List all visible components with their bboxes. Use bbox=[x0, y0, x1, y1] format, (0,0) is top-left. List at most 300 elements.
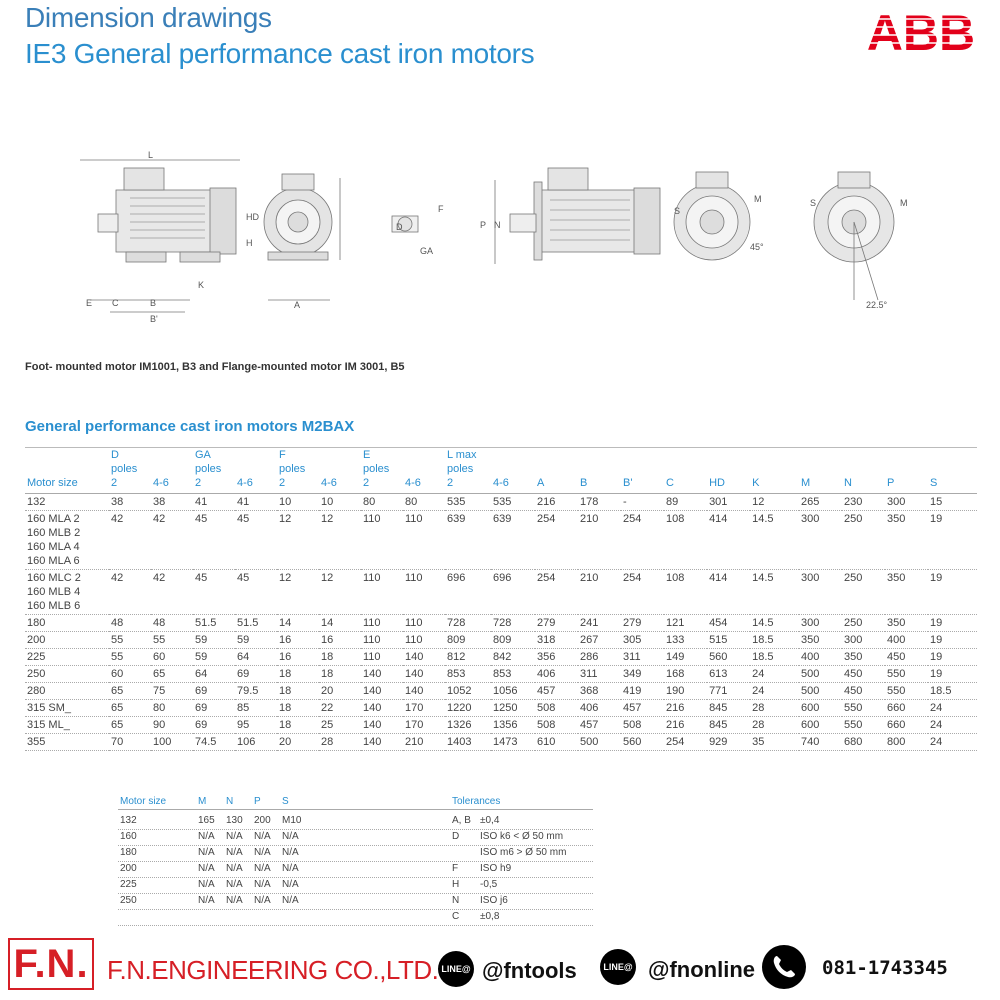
col-F-2: F poles 2 bbox=[277, 448, 319, 494]
table-cell: 696 bbox=[491, 570, 535, 615]
table-cell: 929 bbox=[707, 734, 750, 751]
table-cell: 59 bbox=[235, 632, 277, 649]
label-M1: M bbox=[754, 194, 762, 204]
table-cell: 250 bbox=[842, 511, 885, 570]
col-S: S bbox=[928, 448, 977, 494]
table-cell: 80 bbox=[151, 700, 193, 717]
col-L-4-6: 4-6 bbox=[491, 448, 535, 494]
table-cell: 19 bbox=[928, 615, 977, 632]
sub-table-row bbox=[118, 813, 593, 830]
sub-col-N: N bbox=[226, 796, 234, 807]
table-cell: 140 bbox=[403, 683, 445, 700]
label-B: B bbox=[150, 298, 157, 308]
section-title: General performance cast iron motors M2BAX bbox=[25, 418, 355, 435]
sub-cell-tv: ISO h9 bbox=[480, 863, 512, 874]
label-F: F bbox=[438, 204, 444, 214]
col-B-prime: B' bbox=[621, 448, 664, 494]
table-cell: 51.5 bbox=[235, 615, 277, 632]
sub-cell-n: N/A bbox=[226, 863, 243, 874]
table-cell: 406 bbox=[535, 666, 578, 683]
table-cell: 18 bbox=[277, 700, 319, 717]
table-cell: 69 bbox=[193, 717, 235, 734]
label-S2: S bbox=[810, 198, 817, 208]
table-row bbox=[25, 570, 977, 615]
sub-col-S: S bbox=[282, 796, 289, 807]
table-cell: 133 bbox=[664, 632, 707, 649]
table-cell: 12 bbox=[319, 570, 361, 615]
sub-cell-tk: N bbox=[452, 895, 460, 906]
page-subtitle: IE3 General performance cast iron motors bbox=[25, 38, 535, 69]
sub-cell-tv: ISO m6 > Ø 50 mm bbox=[480, 847, 567, 858]
label-L: L bbox=[148, 150, 154, 160]
label-angle-22-5: 22.5° bbox=[866, 300, 888, 310]
table-cell: 69 bbox=[193, 683, 235, 700]
table-cell: 286 bbox=[578, 649, 621, 666]
sub-cell-s: N/A bbox=[282, 831, 299, 842]
table-cell: 600 bbox=[799, 717, 842, 734]
table-cell: 454 bbox=[707, 615, 750, 632]
table-cell: 19 bbox=[928, 632, 977, 649]
table-cell: 59 bbox=[193, 632, 235, 649]
table-cell: 279 bbox=[621, 615, 664, 632]
table-cell: 1473 bbox=[491, 734, 535, 751]
sub-cell-m: N/A bbox=[198, 863, 215, 874]
table-cell: 696 bbox=[445, 570, 491, 615]
footer bbox=[0, 930, 1000, 1000]
table-cell: 300 bbox=[799, 570, 842, 615]
table-cell: 300 bbox=[799, 615, 842, 632]
table-cell: 210 bbox=[578, 511, 621, 570]
company-name: F.N.ENGINEERING CO.,LTD. bbox=[107, 955, 439, 985]
sub-cell-p: N/A bbox=[254, 895, 271, 906]
table-cell: 110 bbox=[403, 511, 445, 570]
table-cell: 16 bbox=[319, 632, 361, 649]
sub-col-M: M bbox=[198, 796, 207, 807]
table-cell: 1056 bbox=[491, 683, 535, 700]
table-cell: 210 bbox=[403, 734, 445, 751]
label-GA: GA bbox=[420, 246, 434, 256]
table-cell: 24 bbox=[928, 700, 977, 717]
sub-cell-size: 225 bbox=[120, 879, 137, 890]
table-cell: 149 bbox=[664, 649, 707, 666]
table-cell: 660 bbox=[885, 700, 928, 717]
table-cell: 42 bbox=[151, 570, 193, 615]
table-cell: 216 bbox=[664, 717, 707, 734]
table-cell: 1326 bbox=[445, 717, 491, 734]
table-cell: 12 bbox=[277, 511, 319, 570]
table-cell: 300 bbox=[885, 494, 928, 511]
sub-cell-size: 180 bbox=[120, 847, 137, 858]
sub-cell-n: 130 bbox=[226, 815, 243, 826]
motor-size-cell: 200 bbox=[25, 632, 109, 649]
table-cell: 14 bbox=[277, 615, 319, 632]
label-angle-45: 45° bbox=[750, 242, 764, 252]
col-D-4-6: 4-6 bbox=[151, 448, 193, 494]
table-cell: 350 bbox=[885, 615, 928, 632]
label-M2: M bbox=[900, 198, 908, 208]
table-cell: 728 bbox=[445, 615, 491, 632]
table-cell: 457 bbox=[578, 717, 621, 734]
table-cell: 24 bbox=[750, 683, 799, 700]
table-cell: 38 bbox=[109, 494, 151, 511]
table-cell: 845 bbox=[707, 717, 750, 734]
table-cell: 28 bbox=[750, 700, 799, 717]
table-cell: 406 bbox=[578, 700, 621, 717]
table-cell: 254 bbox=[621, 511, 664, 570]
table-cell: 106 bbox=[235, 734, 277, 751]
table-cell: 450 bbox=[842, 683, 885, 700]
table-cell: 450 bbox=[842, 666, 885, 683]
table-cell: 301 bbox=[707, 494, 750, 511]
table-cell: 69 bbox=[235, 666, 277, 683]
table-cell: 254 bbox=[535, 570, 578, 615]
table-cell: 20 bbox=[277, 734, 319, 751]
col-D-2: D poles 2 bbox=[109, 448, 151, 494]
table-cell: 254 bbox=[621, 570, 664, 615]
label-P: P bbox=[480, 220, 487, 230]
motor-size-cell: 280 bbox=[25, 683, 109, 700]
col-N: N bbox=[842, 448, 885, 494]
table-cell: 550 bbox=[885, 683, 928, 700]
table-cell: 18.5 bbox=[750, 632, 799, 649]
sub-cell-s: N/A bbox=[282, 879, 299, 890]
table-cell: 38 bbox=[151, 494, 193, 511]
table-cell: 350 bbox=[885, 511, 928, 570]
table-cell: 300 bbox=[842, 632, 885, 649]
line-icon: LINE@ bbox=[600, 949, 636, 985]
sub-cell-size: 200 bbox=[120, 863, 137, 874]
table-cell: 508 bbox=[535, 717, 578, 734]
table-cell: 64 bbox=[193, 666, 235, 683]
sub-cell-s: M10 bbox=[282, 815, 302, 826]
table-cell: 500 bbox=[799, 683, 842, 700]
table-cell: 845 bbox=[707, 700, 750, 717]
table-cell: 368 bbox=[578, 683, 621, 700]
sub-cell-n: N/A bbox=[226, 895, 243, 906]
figure-caption: Foot- mounted motor IM1001, B3 and Flange-mounted motor IM 3001, B5 bbox=[25, 361, 405, 373]
table-cell: 95 bbox=[235, 717, 277, 734]
sub-cell-tv: ISO j6 bbox=[480, 895, 508, 906]
table-cell: 18 bbox=[277, 666, 319, 683]
table-cell: 65 bbox=[151, 666, 193, 683]
table-cell: 19 bbox=[928, 570, 977, 615]
table-cell: 24 bbox=[928, 717, 977, 734]
sub-cell-n: N/A bbox=[226, 879, 243, 890]
label-HD: HD bbox=[246, 212, 259, 222]
table-cell: 16 bbox=[277, 632, 319, 649]
table-cell: 18 bbox=[319, 649, 361, 666]
table-cell: 110 bbox=[403, 570, 445, 615]
col-GA-2: GA poles 2 bbox=[193, 448, 235, 494]
table-cell: 108 bbox=[664, 570, 707, 615]
table-cell: 14.5 bbox=[750, 570, 799, 615]
table-cell: 80 bbox=[403, 494, 445, 511]
table-cell: 14.5 bbox=[750, 615, 799, 632]
table-cell: 800 bbox=[885, 734, 928, 751]
sub-cell-m: N/A bbox=[198, 879, 215, 890]
col-motor-size: Motor size bbox=[25, 448, 109, 494]
table-row bbox=[25, 632, 977, 649]
table-cell: 1356 bbox=[491, 717, 535, 734]
label-H: H bbox=[246, 238, 253, 248]
table-cell: 318 bbox=[535, 632, 578, 649]
table-cell: 311 bbox=[621, 649, 664, 666]
table-cell: 853 bbox=[445, 666, 491, 683]
table-cell: 110 bbox=[361, 615, 403, 632]
table-cell: 600 bbox=[799, 700, 842, 717]
table-cell: 74.5 bbox=[193, 734, 235, 751]
sub-cell-size: 250 bbox=[120, 895, 137, 906]
table-cell: 350 bbox=[799, 632, 842, 649]
table-cell: 254 bbox=[535, 511, 578, 570]
table-cell: 28 bbox=[319, 734, 361, 751]
table-cell: 45 bbox=[193, 511, 235, 570]
col-C: C bbox=[664, 448, 707, 494]
sub-cell-p: N/A bbox=[254, 847, 271, 858]
label-C: C bbox=[112, 298, 119, 308]
table-cell: 560 bbox=[621, 734, 664, 751]
page-title: Dimension drawings bbox=[25, 2, 272, 33]
table-cell: 400 bbox=[799, 649, 842, 666]
col-A: A bbox=[535, 448, 578, 494]
sub-table-row bbox=[118, 829, 593, 846]
table-row bbox=[25, 666, 977, 683]
table-cell: 18 bbox=[319, 666, 361, 683]
table-cell: 75 bbox=[151, 683, 193, 700]
table-cell: 18.5 bbox=[750, 649, 799, 666]
table-cell: 457 bbox=[535, 683, 578, 700]
table-row bbox=[25, 700, 977, 717]
col-HD: HD bbox=[707, 448, 750, 494]
table-cell: 414 bbox=[707, 511, 750, 570]
label-K: K bbox=[198, 280, 205, 290]
sub-cell-tk: H bbox=[452, 879, 460, 890]
motor-size-cell: 315 ML_ bbox=[25, 717, 109, 734]
table-cell: 16 bbox=[277, 649, 319, 666]
line-handle-fntools[interactable]: @fntools bbox=[482, 958, 577, 983]
table-cell: 19 bbox=[928, 666, 977, 683]
table-cell: 18.5 bbox=[928, 683, 977, 700]
motor-size-cell: 225 bbox=[25, 649, 109, 666]
label-E: E bbox=[86, 298, 93, 308]
table-cell: 178 bbox=[578, 494, 621, 511]
sub-cell-tv: ISO k6 < Ø 50 mm bbox=[480, 831, 564, 842]
table-cell: 14.5 bbox=[750, 511, 799, 570]
label-B-prime: B' bbox=[150, 314, 158, 324]
sub-col-P: P bbox=[254, 796, 261, 807]
sub-cell-tk: F bbox=[452, 863, 459, 874]
sub-cell-s: N/A bbox=[282, 847, 299, 858]
sub-cell-p: N/A bbox=[254, 879, 271, 890]
motor-size-cell: 160 MLC 2 160 MLB 4 160 MLB 6 bbox=[25, 570, 109, 615]
col-P: P bbox=[885, 448, 928, 494]
table-cell: 45 bbox=[193, 570, 235, 615]
table-cell: 450 bbox=[885, 649, 928, 666]
table-cell: 740 bbox=[799, 734, 842, 751]
table-cell: 110 bbox=[361, 570, 403, 615]
table-row bbox=[25, 494, 977, 511]
table-cell: 18 bbox=[277, 717, 319, 734]
label-S1: S bbox=[674, 206, 681, 216]
motor-size-cell: 160 MLA 2 160 MLB 2 160 MLA 4 160 MLA 6 bbox=[25, 511, 109, 570]
table-cell: 25 bbox=[319, 717, 361, 734]
table-cell: 356 bbox=[535, 649, 578, 666]
table-cell: 42 bbox=[109, 511, 151, 570]
table-cell: 18 bbox=[277, 683, 319, 700]
table-cell: 550 bbox=[885, 666, 928, 683]
table-cell: 610 bbox=[535, 734, 578, 751]
table-cell: 250 bbox=[842, 615, 885, 632]
table-cell: 110 bbox=[361, 649, 403, 666]
col-F-4-6: 4-6 bbox=[319, 448, 361, 494]
table-cell: 210 bbox=[578, 570, 621, 615]
table-cell: 89 bbox=[664, 494, 707, 511]
label-D: D bbox=[396, 222, 403, 232]
line-handle-fnonline[interactable]: @fnonline bbox=[648, 957, 755, 982]
sub-cell-p: N/A bbox=[254, 863, 271, 874]
label-A: A bbox=[294, 300, 301, 310]
table-cell: 241 bbox=[578, 615, 621, 632]
table-cell: 660 bbox=[885, 717, 928, 734]
table-cell: 19 bbox=[928, 649, 977, 666]
table-cell: 65 bbox=[109, 683, 151, 700]
table-cell: 1220 bbox=[445, 700, 491, 717]
table-cell: 12 bbox=[277, 570, 319, 615]
table-cell: 110 bbox=[361, 632, 403, 649]
table-cell: 771 bbox=[707, 683, 750, 700]
sub-cell-p: N/A bbox=[254, 831, 271, 842]
table-cell: 515 bbox=[707, 632, 750, 649]
table-cell: 140 bbox=[361, 717, 403, 734]
table-cell: 350 bbox=[885, 570, 928, 615]
table-cell: 419 bbox=[621, 683, 664, 700]
sub-col-tolerances: Tolerances bbox=[452, 796, 501, 807]
table-cell: 550 bbox=[842, 717, 885, 734]
table-cell: 110 bbox=[403, 632, 445, 649]
sub-col-motor-size: Motor size bbox=[120, 796, 167, 807]
table-cell: 170 bbox=[403, 700, 445, 717]
table-cell: 45 bbox=[235, 570, 277, 615]
table-cell: 508 bbox=[621, 717, 664, 734]
dimension-drawings bbox=[70, 140, 950, 330]
sub-cell-n: N/A bbox=[226, 847, 243, 858]
table-header-row bbox=[25, 448, 977, 494]
table-cell: 24 bbox=[750, 666, 799, 683]
table-cell: 639 bbox=[445, 511, 491, 570]
label-N: N bbox=[494, 220, 501, 230]
table-cell: 65 bbox=[109, 717, 151, 734]
motor-size-cell: 315 SM_ bbox=[25, 700, 109, 717]
table-row bbox=[25, 649, 977, 666]
table-cell: 22 bbox=[319, 700, 361, 717]
sub-cell-tk: A, B bbox=[452, 815, 471, 826]
sub-cell-size: 160 bbox=[120, 831, 137, 842]
motor-size-cell: 355 bbox=[25, 734, 109, 751]
table-cell: 42 bbox=[151, 511, 193, 570]
table-cell: 110 bbox=[403, 615, 445, 632]
table-cell: 216 bbox=[664, 700, 707, 717]
table-cell: 60 bbox=[109, 666, 151, 683]
table-row bbox=[25, 683, 977, 700]
table-cell: 535 bbox=[445, 494, 491, 511]
table-cell: 70 bbox=[109, 734, 151, 751]
table-cell: 12 bbox=[319, 511, 361, 570]
table-cell: 349 bbox=[621, 666, 664, 683]
table-cell: 10 bbox=[319, 494, 361, 511]
phone-number[interactable]: 081-1743345 bbox=[822, 957, 948, 979]
table-cell: 535 bbox=[491, 494, 535, 511]
table-cell: 216 bbox=[535, 494, 578, 511]
col-E-2: E poles 2 bbox=[361, 448, 403, 494]
table-cell: 842 bbox=[491, 649, 535, 666]
table-cell: 80 bbox=[361, 494, 403, 511]
sub-cell-tv: ±0,4 bbox=[480, 815, 500, 826]
motor-size-cell: 132 bbox=[25, 494, 109, 511]
table-cell: 812 bbox=[445, 649, 491, 666]
table-cell: 550 bbox=[842, 700, 885, 717]
table-cell: 279 bbox=[535, 615, 578, 632]
table-cell: 140 bbox=[361, 734, 403, 751]
table-cell: 457 bbox=[621, 700, 664, 717]
table-cell: 728 bbox=[491, 615, 535, 632]
col-GA-4-6: 4-6 bbox=[235, 448, 277, 494]
table-cell: 20 bbox=[319, 683, 361, 700]
table-cell: 508 bbox=[535, 700, 578, 717]
table-cell: 680 bbox=[842, 734, 885, 751]
sub-table-row bbox=[118, 861, 593, 878]
table-row bbox=[25, 734, 977, 751]
sub-cell-tv: -0,5 bbox=[480, 879, 498, 890]
fn-logo: F.N. bbox=[8, 938, 94, 990]
table-cell: 41 bbox=[235, 494, 277, 511]
table-cell: 14 bbox=[319, 615, 361, 632]
sub-table-row bbox=[118, 845, 593, 862]
table-cell: 19 bbox=[928, 511, 977, 570]
motor-size-cell: 180 bbox=[25, 615, 109, 632]
table-cell: 254 bbox=[664, 734, 707, 751]
table-cell: 42 bbox=[109, 570, 151, 615]
table-cell: 140 bbox=[361, 700, 403, 717]
table-cell: 853 bbox=[491, 666, 535, 683]
table-cell: 85 bbox=[235, 700, 277, 717]
sub-cell-s: N/A bbox=[282, 863, 299, 874]
table-cell: 110 bbox=[361, 511, 403, 570]
table-cell: 51.5 bbox=[193, 615, 235, 632]
table-cell: 400 bbox=[885, 632, 928, 649]
motor-size-cell: 250 bbox=[25, 666, 109, 683]
table-cell: 121 bbox=[664, 615, 707, 632]
table-cell: 28 bbox=[750, 717, 799, 734]
table-cell: - bbox=[621, 494, 664, 511]
table-cell: 168 bbox=[664, 666, 707, 683]
sub-cell-tk: C bbox=[452, 911, 460, 922]
table-cell: 24 bbox=[928, 734, 977, 751]
abb-logo-text: ABB bbox=[866, 8, 976, 54]
table-row bbox=[25, 717, 977, 734]
table-cell: 809 bbox=[445, 632, 491, 649]
table-cell: 108 bbox=[664, 511, 707, 570]
table-cell: 809 bbox=[491, 632, 535, 649]
col-M: M bbox=[799, 448, 842, 494]
dimensions-table bbox=[25, 447, 977, 751]
sub-cell-m: N/A bbox=[198, 895, 215, 906]
table-cell: 140 bbox=[361, 666, 403, 683]
sub-cell-p: 200 bbox=[254, 815, 271, 826]
table-cell: 300 bbox=[799, 511, 842, 570]
abb-logo bbox=[866, 8, 976, 54]
table-cell: 1052 bbox=[445, 683, 491, 700]
table-cell: 64 bbox=[235, 649, 277, 666]
